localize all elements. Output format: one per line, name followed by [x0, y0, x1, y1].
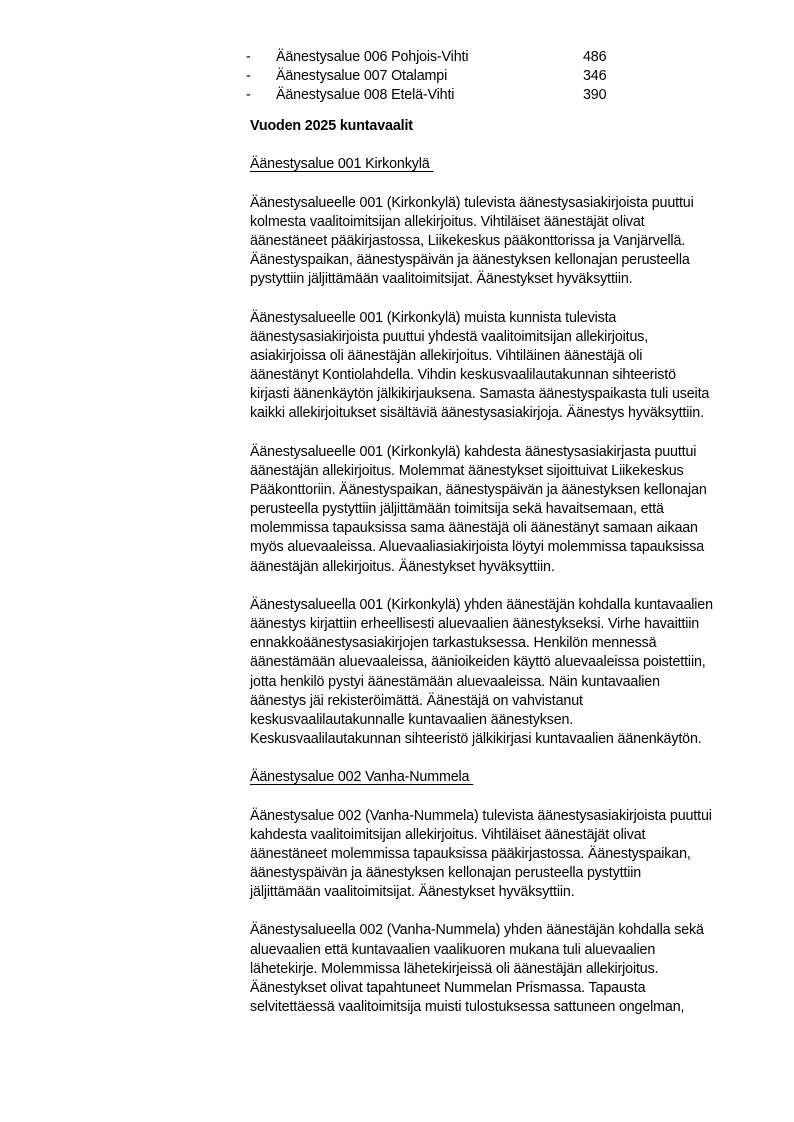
paragraph-line: äänestyspäivän ja äänestyksen kellonajan perusteella pystyttiin [250, 864, 642, 881]
paragraph-line: Äänestysalueella 001 (Kirkonkylä) yhden äänestäjän kohdalla kuntavaalien [250, 597, 713, 614]
paragraph-line: pystyttiin jäljittämään vaalitoimitsijat. Äänestykset hyväksyttiin. [250, 271, 633, 288]
paragraph-line: Äänestysalue 002 (Vanha-Nummela) tulevista äänestysasiakirjoista puuttui [250, 807, 712, 824]
paragraph-line: äänestäneet molemmissa tapauksissa pääkirjastossa. Äänestyspaikan, [250, 845, 691, 862]
district-vote-list [246, 48, 750, 105]
paragraph-line: Pääkonttoriin. Äänestyspaikan, äänestyspäivän ja äänestyksen kellonajan [250, 482, 707, 499]
paragraph-line: kolmesta vaalitoimitsijan allekirjoitus. Vihtiläiset äänestäjät olivat [250, 214, 645, 231]
list-item [246, 67, 750, 86]
district-heading [250, 155, 750, 174]
paragraph [250, 443, 750, 577]
section-title: Vuoden 2025 kuntavaalit [250, 118, 413, 135]
paragraph [250, 194, 750, 289]
district-count: 390 [583, 87, 607, 104]
district-heading-text: Äänestysalue 001 Kirkonkylä [250, 156, 434, 173]
paragraph [250, 309, 750, 424]
paragraph-line: kaikki allekirjoitukset sisältäviä äänestysasiakirjoja. Äänestys hyväksyttiin. [250, 405, 704, 422]
paragraph-line: äänestämään aluevaaleissa, äänioikeiden käyttö aluevaaleissa poistettiin, [250, 654, 706, 671]
district-count: 346 [583, 68, 607, 85]
paragraph-line: Äänestysalueella 002 (Vanha-Nummela) yhden äänestäjän kohdalla sekä [250, 922, 704, 939]
list-item [246, 48, 750, 67]
paragraph-line: Äänestysalueelle 001 (Kirkonkylä) muista kunnista tulevista [250, 309, 617, 326]
paragraph-line: jäljittämään vaalitoimitsijat. Äänestykset hyväksyttiin. [250, 883, 575, 900]
paragraph-line: selvitettäessä vaalitoimitsija muisti tulostuksessa sattuneen ongelman, [250, 998, 685, 1015]
list-dash: - [246, 68, 251, 85]
paragraph-line: äänestys jäi rekisteröimättä. Äänestäjä on vahvistanut [250, 692, 583, 709]
paragraph-line: Keskusvaalilautakunnan sihteeristö jälkikirjasi kuntavaalien äänenkäytön. [250, 730, 702, 747]
paragraph-line: myös aluevaaleissa. Aluevaaliasiakirjoista löytyi molemmissa tapauksissa [250, 539, 705, 556]
paragraph-line: äänestäjän allekirjoitus. Äänestykset hyväksyttiin. [250, 558, 555, 575]
paragraph-line: Äänestysalueelle 001 (Kirkonkylä) kahdesta äänestysasiakirjasta puuttui [250, 444, 697, 460]
paragraph-line: Äänestykset olivat tapahtuneet Nummelan Prismassa. Tapausta [250, 979, 646, 996]
paragraph-line: perusteella pystyttiin jäljittämään toimitsija sekä havaitsemaan, että [250, 501, 664, 518]
paragraph-line: Äänestysalueelle 001 (Kirkonkylä) tulevista äänestysasiakirjoista puuttui [250, 194, 694, 211]
list-dash: - [246, 87, 251, 104]
paragraph-line: äänestäjän allekirjoitus. Molemmat äänestykset sijoittuivat Liikekeskus [250, 463, 684, 480]
paragraph-line: äänestysasiakirjoista puuttui yhdestä vaalitoimitsijan allekirjoitus, [250, 329, 649, 346]
paragraph-line: äänestänyt Kontiolahdella. Vihdin keskusvaalilautakunnan sihteeristö [250, 367, 676, 384]
district-name: Äänestysalue 008 Etelä-Vihti [276, 87, 455, 104]
paragraph-line: kirjasti äänenkäytön jälkikirjauksena. Samasta äänestyspaikasta tuli useita [250, 386, 710, 403]
paragraph-line: Äänestyspaikan, äänestyspäivän ja äänestyksen kellonajan perusteella [250, 252, 690, 269]
paragraph-line: asiakirjoissa oli äänestäjän allekirjoitus. Vihtiläinen äänestäjä oli [250, 348, 643, 365]
paragraph-line: keskusvaalilautakunnalle kuntavaalien äänestyksen. [250, 711, 574, 728]
district-heading-text: Äänestysalue 002 Vanha-Nummela [250, 768, 474, 785]
paragraph [250, 596, 750, 749]
list-dash: - [246, 49, 251, 65]
paragraph-line: molemmissa tapauksissa sama äänestäjä oli äänestänyt samaan aikaan [250, 520, 698, 537]
paragraph-line: jotta henkilö pystyi äänestämään aluevaaleissa. Näin kuntavaalien [250, 673, 660, 690]
paragraph [250, 921, 750, 1016]
district-name: Äänestysalue 006 Pohjois-Vihti [276, 49, 469, 65]
paragraph-line: aluevaalien että kuntavaalien vaalikuoren mukana tuli aluevaalien [250, 941, 656, 958]
paragraph-line: kahdesta vaalitoimitsijan allekirjoitus. Vihtiläiset äänestäjät olivat [250, 826, 646, 843]
paragraph-line: lähetekirje. Molemmissa lähetekirjeissä oli äänestäjän allekirjoitus. [250, 960, 659, 977]
district-count: 486 [583, 49, 607, 65]
list-item [246, 86, 750, 105]
paragraph-line: äänestäneet pääkirjastossa, Liikekeskus pääkonttorissa ja Vanjärvellä. [250, 233, 686, 250]
paragraph-line: äänestys kirjattiin erheellisesti aluevaalien äänestykseksi. Virhe havaittiin [250, 616, 700, 633]
district-name: Äänestysalue 007 Otalampi [276, 68, 448, 85]
paragraph [250, 807, 750, 902]
district-heading [250, 768, 750, 787]
paragraph-line: ennakkoäänestysasiakirjojen tarkastuksessa. Henkilön mennessä [250, 635, 657, 652]
document-content [246, 48, 750, 1017]
